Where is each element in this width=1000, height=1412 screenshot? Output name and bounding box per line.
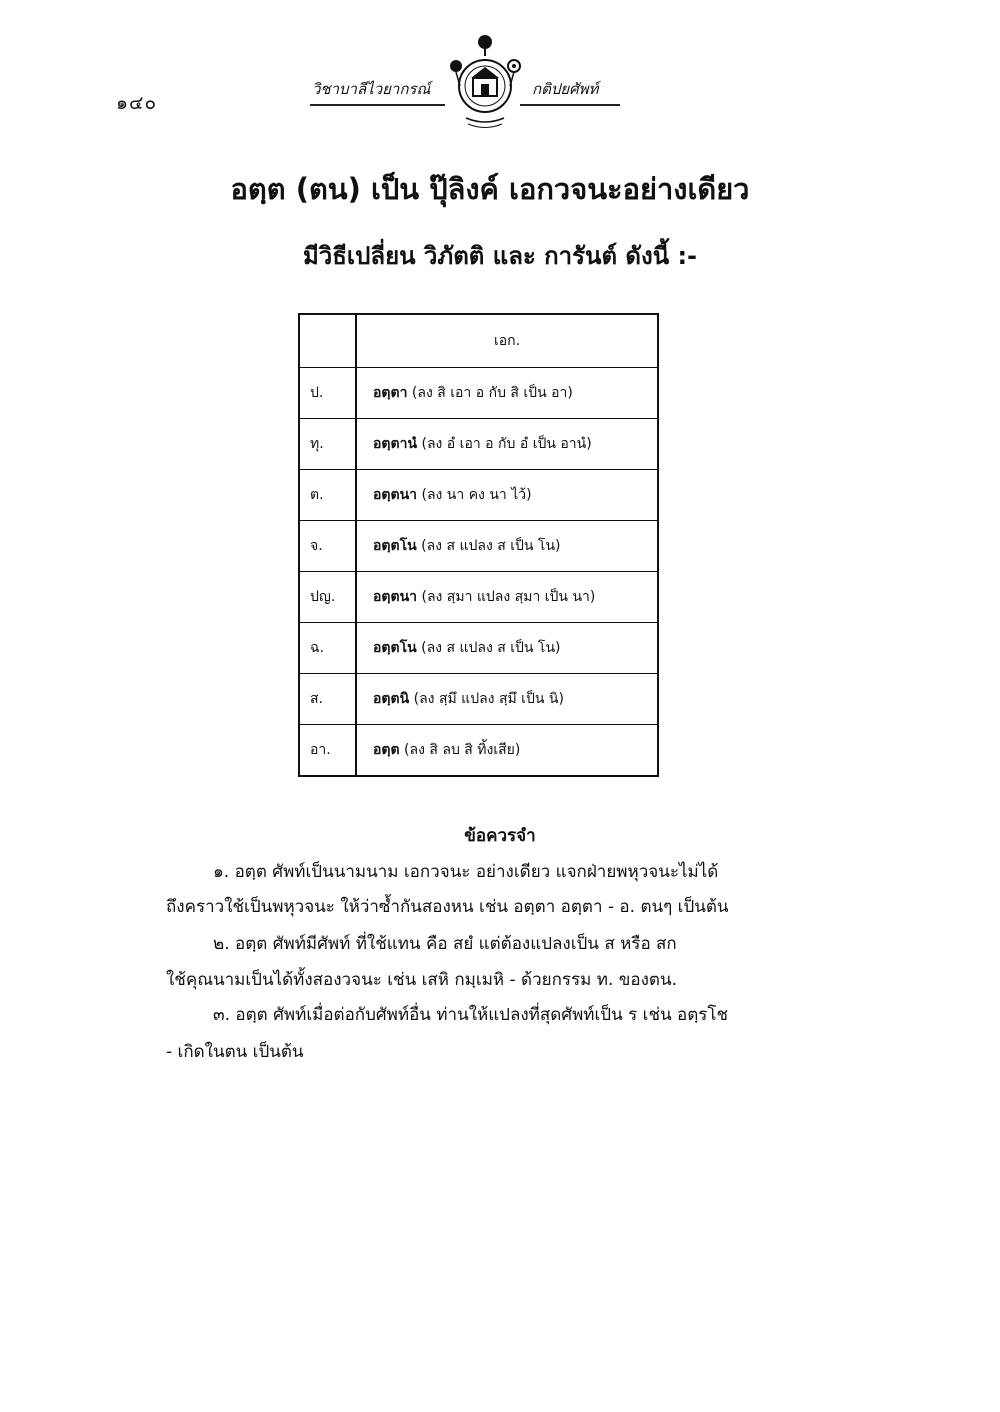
case-abbr: ฉ. xyxy=(299,623,356,674)
case-abbr: ต. xyxy=(299,470,356,521)
case-rule: (ลง สิ เอา อ กับ สิ เป็น อา) xyxy=(411,385,573,401)
case-rule: (ลง สิ ลบ สิ ทิ้งเสีย) xyxy=(404,742,521,758)
case-word: อตฺตโน xyxy=(373,538,417,554)
header-left-title: วิชาบาลีไวยากรณ์ xyxy=(312,80,431,98)
case-form xyxy=(356,470,658,521)
table-row xyxy=(299,674,658,725)
header-left-rule xyxy=(310,104,445,106)
note-line: - เกิดในตน เป็นต้น xyxy=(166,1042,304,1062)
case-form xyxy=(356,674,658,725)
case-form xyxy=(356,521,658,572)
case-abbr: อา. xyxy=(299,725,356,777)
case-rule: (ลง สฺมา แปลง สฺมา เป็น นา) xyxy=(421,589,596,605)
note-line: ๒. อตฺต ศัพท์มีศัพท์ ที่ใช้แทน คือ สยํ แต่ต้องแปลงเป็น ส หรือ สก xyxy=(213,934,677,954)
page-number: ๑๔๐ xyxy=(116,92,158,114)
table-corner-cell xyxy=(299,314,356,368)
case-rule: (ลง ส แปลง ส เป็น โน) xyxy=(421,640,561,656)
page-subtitle: มีวิธีเปลี่ยน วิภัตติ และ การันต์ ดังนี้ :- xyxy=(302,242,698,270)
note-line: ใช้คุณนามเป็นได้ทั้งสองวจนะ เช่น เสหิ กมฺเมหิ - ด้วยกรรม ท. ของตน. xyxy=(166,970,677,990)
page-title: อตฺต (ตน) เป็น ปุ๊ลิงค์ เอกวจนะอย่างเดียว xyxy=(230,172,750,206)
notes-title: ข้อควรจำ xyxy=(464,826,536,846)
case-form xyxy=(356,725,658,777)
case-form xyxy=(356,572,658,623)
case-word: อตฺตนา xyxy=(373,589,418,605)
table-row xyxy=(299,725,658,777)
case-rule: (ลง ส แปลง ส เป็น โน) xyxy=(421,538,561,554)
case-rule: (ลง นา คง นา ไว้) xyxy=(421,487,532,503)
header-right-rule xyxy=(520,104,620,106)
case-rule: (ลง อํ เอา อ กับ อํ เป็น อานํ) xyxy=(421,436,592,452)
case-word: อตฺตนา xyxy=(373,487,418,503)
case-word: อตฺตานํ xyxy=(373,436,418,452)
declension-table xyxy=(298,313,659,777)
note-line: ๑. อตฺต ศัพท์เป็นนามนาม เอกวจนะ อย่างเดียว แจกฝ่ายพหุวจนะไม่ได้ xyxy=(213,862,719,882)
case-form xyxy=(356,419,658,470)
table-row xyxy=(299,572,658,623)
case-word: อตฺตนิ xyxy=(373,691,410,707)
case-word: อตฺต xyxy=(373,742,400,758)
header-right-title: กติปยศัพท์ xyxy=(532,80,599,98)
case-abbr: ป. xyxy=(299,368,356,419)
case-word: อตฺตา xyxy=(373,385,408,401)
case-abbr: ทุ. xyxy=(299,419,356,470)
table-header-row xyxy=(299,314,658,368)
institution-logo-icon xyxy=(442,34,528,134)
case-form xyxy=(356,368,658,419)
table-column-header: เอก. xyxy=(356,314,658,368)
case-abbr: ส. xyxy=(299,674,356,725)
table-row xyxy=(299,521,658,572)
table-row xyxy=(299,419,658,470)
table-row xyxy=(299,623,658,674)
case-rule: (ลง สฺมึ แปลง สฺมึ เป็น นิ) xyxy=(413,691,564,707)
note-line: ถึงคราวใช้เป็นพหุวจนะ ให้ว่าซ้ำกันสองหน เช่น อตฺตา อตฺตา - อ. ตนๆ เป็นต้น xyxy=(166,897,729,917)
table-row xyxy=(299,470,658,521)
note-line: ๓. อตฺต ศัพท์เมื่อต่อกับศัพท์อื่น ท่านให้แปลงที่สุดศัพท์เป็น ร เช่น อตฺรโช xyxy=(213,1005,729,1025)
case-abbr: จ. xyxy=(299,521,356,572)
case-abbr: ปญ. xyxy=(299,572,356,623)
case-form xyxy=(356,623,658,674)
case-word: อตฺตโน xyxy=(373,640,417,656)
table-row xyxy=(299,368,658,419)
